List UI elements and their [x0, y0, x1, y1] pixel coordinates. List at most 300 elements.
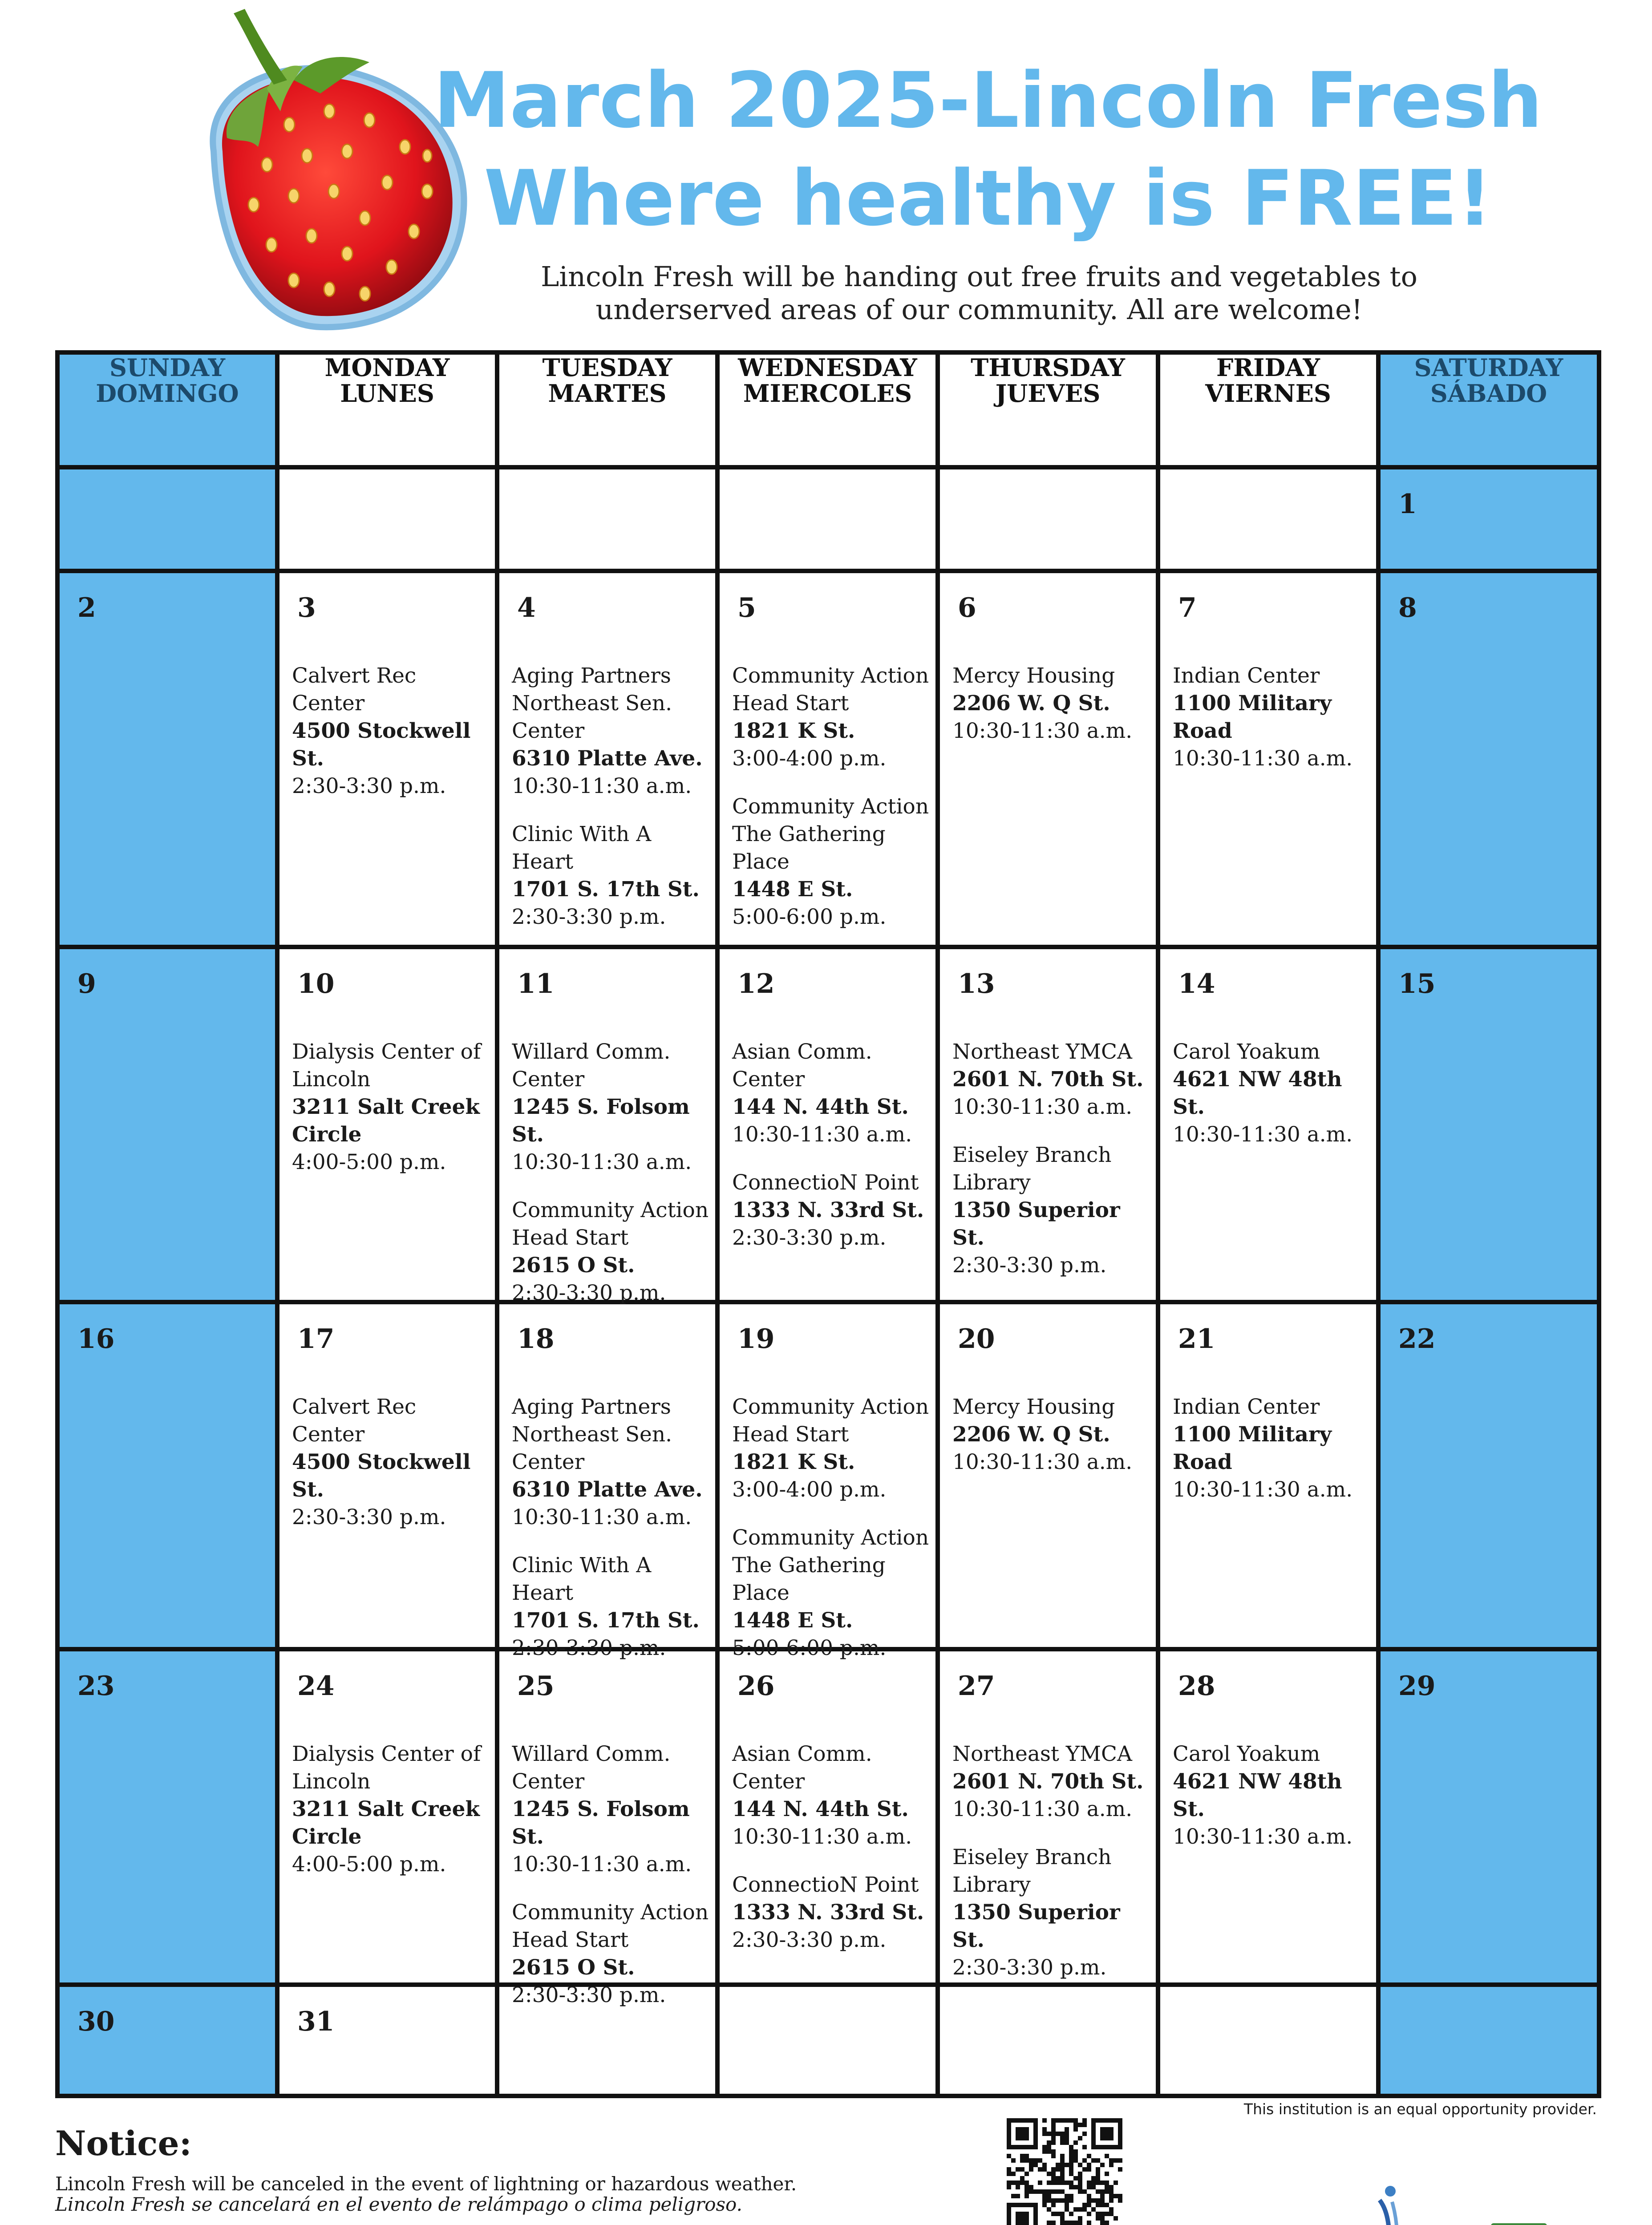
qr-module: [1087, 2167, 1091, 2172]
week-row: [57, 947, 1599, 1302]
page-subtitle: [467, 260, 1491, 326]
weekday-es: DOMINGO: [96, 379, 239, 408]
qr-module: [1118, 2194, 1122, 2198]
day-number: 25: [517, 1670, 555, 1702]
qr-module: [1100, 2216, 1105, 2221]
day-cell: [497, 1649, 717, 2007]
weekday-es: VIERNES: [1205, 379, 1331, 408]
community-health-logo: [1322, 2180, 1455, 2225]
qr-module: [1051, 2123, 1056, 2127]
distribution-event: [732, 1169, 929, 1252]
event-address: 4500 Stockwell St.: [292, 1450, 471, 1502]
qr-module: [1051, 2132, 1056, 2136]
qr-module: [1024, 2158, 1029, 2163]
qr-module: [1082, 2145, 1087, 2149]
day-number: 18: [517, 1323, 555, 1355]
qr-module: [1047, 2198, 1051, 2203]
qr-module: [1069, 2154, 1073, 2158]
qr-module: [1078, 2221, 1082, 2225]
qr-code[interactable]: [1007, 2118, 1122, 2225]
notice-heading: Notice:: [55, 2124, 192, 2163]
qr-module: [1069, 2118, 1073, 2123]
event-time: 10:30-11:30 a.m.: [732, 1824, 912, 1849]
qr-module: [1078, 2176, 1082, 2180]
qr-module: [1042, 2127, 1047, 2132]
distribution-event: [952, 1038, 1150, 1121]
qr-module: [1038, 2167, 1042, 2172]
qr-module: [1078, 2180, 1082, 2185]
qr-module: [1118, 2158, 1122, 2163]
qr-module: [1038, 2158, 1042, 2163]
event-time: 5:00-6:00 p.m.: [732, 1636, 887, 1661]
day-number: 8: [1398, 592, 1417, 624]
distribution-event: [952, 1844, 1150, 1982]
qr-module: [1065, 2198, 1069, 2203]
event-location-name: Community Action The Gathering Place: [732, 794, 929, 874]
day-number: 24: [297, 1670, 335, 1702]
qr-module: [1016, 2185, 1020, 2189]
day-cell: [497, 947, 717, 1306]
qr-module: [1016, 2167, 1020, 2172]
qr-module: [1047, 2149, 1051, 2154]
qr-module: [1033, 2158, 1038, 2163]
qr-module: [1047, 2194, 1051, 2198]
day-number: 21: [1178, 1323, 1215, 1355]
weekday-header: [1378, 352, 1599, 467]
event-location-name: Willard Comm. Center: [512, 1741, 671, 1794]
event-time: 2:30-3:30 p.m.: [292, 1505, 446, 1530]
event-location-name: Clinic With A Heart: [512, 822, 652, 874]
qr-module: [1065, 2203, 1069, 2207]
distribution-event: [732, 1871, 929, 1954]
event-location-name: Community Action Head Start: [732, 1395, 929, 1447]
qr-module: [1078, 2163, 1082, 2167]
qr-module: [1082, 2189, 1087, 2194]
notice-english: Lincoln Fresh will be canceled in the event of lightning or hazardous weather.: [55, 2173, 797, 2195]
event-address: 1100 Military Road: [1173, 691, 1332, 744]
qr-module: [1073, 2118, 1078, 2123]
qr-module: [1038, 2189, 1042, 2194]
event-list: [1173, 662, 1370, 793]
event-address: 1701 S. 17th St.: [512, 1608, 700, 1633]
event-address: 144 N. 44th St.: [732, 1796, 909, 1821]
event-location-name: Clinic With A Heart: [512, 1553, 652, 1606]
page-title-line2: Where healthy is FREE!: [484, 154, 1492, 243]
qr-module: [1087, 2221, 1091, 2225]
event-list: [512, 1038, 709, 1327]
qr-module: [1082, 2203, 1087, 2207]
qr-module: [1091, 2198, 1096, 2203]
qr-module: [1105, 2154, 1109, 2158]
event-location-name: Calvert Rec Center: [292, 1395, 417, 1447]
qr-module: [1078, 2185, 1082, 2189]
qr-module: [1087, 2180, 1091, 2185]
qr-module: [1082, 2167, 1087, 2172]
qr-module: [1042, 2149, 1047, 2154]
qr-module: [1051, 2212, 1056, 2216]
subtitle-line2: underserved areas of our community. All are welcome!: [595, 293, 1363, 326]
event-location-name: Asian Comm. Center: [732, 1040, 872, 1092]
qr-module: [1078, 2172, 1082, 2176]
qr-module: [1060, 2216, 1065, 2221]
qr-module: [1047, 2172, 1051, 2176]
day-cell: [57, 1649, 277, 1985]
qr-module: [1100, 2203, 1105, 2207]
qr-module: [1105, 2221, 1109, 2225]
qr-module: [1016, 2212, 1029, 2225]
weekday-es: JUEVES: [995, 379, 1101, 408]
event-address: 1448 E St.: [732, 1608, 853, 1633]
distribution-event: [732, 1038, 929, 1149]
qr-module: [1069, 2149, 1073, 2154]
qr-module: [1096, 2158, 1100, 2163]
day-cell: [717, 571, 938, 947]
distribution-event: [292, 1393, 489, 1531]
qr-module: [1056, 2189, 1060, 2194]
event-list: [732, 1740, 929, 1974]
event-address: 1100 Military Road: [1173, 1422, 1332, 1475]
qr-module: [1100, 2163, 1105, 2167]
qr-module: [1113, 2194, 1118, 2198]
weekday-es: MARTES: [548, 379, 667, 408]
event-address: 1701 S. 17th St.: [512, 877, 700, 902]
distribution-event: [732, 793, 929, 931]
day-cell: [497, 571, 717, 947]
qr-module: [1069, 2180, 1073, 2185]
qr-module: [1007, 2167, 1011, 2172]
day-cell: [1158, 1649, 1378, 1985]
event-time: 10:30-11:30 a.m.: [1173, 1477, 1353, 1502]
qr-module: [1020, 2167, 1024, 2172]
day-cell: [277, 571, 497, 947]
day-cell: [1378, 1985, 1599, 2096]
weekday-es: SÁBADO: [1430, 379, 1547, 408]
qr-module: [1100, 2212, 1105, 2216]
week-row: [57, 1302, 1599, 1649]
qr-module: [1051, 2136, 1056, 2140]
qr-module: [1065, 2127, 1069, 2132]
event-location-name: Community Action Head Start: [512, 1900, 709, 1952]
weekday-en: MONDAY: [324, 353, 450, 382]
distribution-event: [952, 662, 1150, 745]
event-location-name: Dialysis Center of Lincoln: [292, 1741, 481, 1794]
event-address: 144 N. 44th St.: [732, 1095, 909, 1120]
qr-module: [1113, 2158, 1118, 2163]
qr-module: [1082, 2158, 1087, 2163]
qr-module: [1069, 2198, 1073, 2203]
day-cell: [57, 1302, 277, 1649]
qr-module: [1096, 2176, 1100, 2180]
event-list: [512, 662, 709, 951]
qr-module: [1105, 2203, 1109, 2207]
subtitle-line1: Lincoln Fresh will be handing out free fruits and vegetables to: [541, 260, 1417, 293]
qr-module: [1087, 2203, 1091, 2207]
qr-module: [1056, 2176, 1060, 2180]
day-number: 7: [1178, 592, 1197, 624]
day-cell: [1378, 467, 1599, 571]
event-time: 10:30-11:30 a.m.: [1173, 1824, 1353, 1849]
qr-module: [1011, 2194, 1016, 2198]
distribution-event: [512, 662, 709, 800]
distribution-event: [292, 662, 489, 800]
distribution-event: [952, 1393, 1150, 1476]
day-number: 30: [77, 2006, 115, 2038]
qr-module: [1113, 2180, 1118, 2185]
qr-module: [1033, 2163, 1038, 2167]
food-cart-icon: [1491, 2223, 1547, 2225]
day-number: 10: [297, 968, 335, 1000]
qr-module: [1065, 2194, 1069, 2198]
qr-module: [1024, 2189, 1029, 2194]
qr-module: [1007, 2180, 1011, 2185]
qr-module: [1051, 2189, 1056, 2194]
qr-module: [1056, 2180, 1060, 2185]
day-cell: [1158, 1985, 1378, 2096]
day-cell: [717, 947, 938, 1302]
event-location-name: Aging Partners Northeast Sen. Center: [512, 1395, 672, 1475]
qr-module: [1056, 2163, 1060, 2167]
qr-module: [1042, 2145, 1047, 2149]
distribution-event: [732, 1740, 929, 1851]
event-address: 2601 N. 70th St.: [952, 1067, 1144, 1092]
qr-module: [1100, 2180, 1105, 2185]
distribution-event: [1173, 1393, 1370, 1504]
distribution-event: [512, 1552, 709, 1662]
qr-module: [1073, 2140, 1078, 2145]
qr-module: [1047, 2132, 1051, 2136]
day-number: 13: [958, 968, 995, 1000]
qr-module: [1047, 2145, 1051, 2149]
qr-module: [1100, 2194, 1105, 2198]
qr-module: [1118, 2198, 1122, 2203]
qr-module: [1078, 2189, 1082, 2194]
qr-module: [1029, 2185, 1033, 2189]
day-number: 4: [517, 592, 536, 624]
event-location-name: ConnectioN Point: [732, 1170, 919, 1195]
qr-module: [1091, 2176, 1096, 2180]
qr-module: [1033, 2189, 1038, 2194]
qr-module: [1091, 2207, 1096, 2212]
qr-module: [1051, 2221, 1056, 2225]
day-cell: [938, 947, 1158, 1302]
event-list: [732, 662, 929, 951]
day-number: 6: [958, 592, 976, 624]
qr-module: [1051, 2180, 1056, 2185]
event-time: 2:30-3:30 p.m.: [512, 1636, 666, 1661]
event-location-name: Dialysis Center of Lincoln: [292, 1040, 481, 1092]
event-time: 3:00-4:00 p.m.: [732, 1477, 887, 1502]
day-number: 9: [77, 968, 96, 1000]
day-cell: [938, 1649, 1158, 1985]
qr-module: [1024, 2185, 1029, 2189]
distribution-event: [732, 1393, 929, 1504]
weekday-es: MIERCOLES: [743, 379, 912, 408]
day-number: 28: [1178, 1670, 1215, 1702]
day-cell: [1158, 947, 1378, 1302]
week-row: [57, 1649, 1599, 1985]
qr-module: [1065, 2207, 1069, 2212]
qr-module: [1051, 2149, 1056, 2154]
event-location-name: Eiseley Branch Library: [952, 1845, 1112, 1897]
qr-module: [1047, 2189, 1051, 2194]
weekday-en: WEDNESDAY: [738, 353, 917, 382]
event-address: 2206 W. Q St.: [952, 691, 1110, 716]
qr-module: [1065, 2180, 1069, 2185]
qr-module: [1060, 2158, 1065, 2163]
qr-module: [1073, 2185, 1078, 2189]
event-address: 4621 NW 48th St.: [1173, 1067, 1342, 1120]
event-address: 1333 N. 33rd St.: [732, 1198, 924, 1223]
qr-module: [1011, 2172, 1016, 2176]
qr-module: [1060, 2118, 1065, 2123]
weekday-en: TUESDAY: [542, 353, 672, 382]
qr-module: [1051, 2176, 1056, 2180]
qr-module: [1100, 2189, 1105, 2194]
event-time: 2:30-3:30 p.m.: [512, 1281, 666, 1306]
qr-module: [1109, 2189, 1113, 2194]
qr-module: [1016, 2127, 1029, 2140]
event-list: [292, 662, 489, 821]
qr-module: [1105, 2180, 1109, 2185]
day-number: 17: [297, 1323, 335, 1355]
day-number: 11: [517, 968, 555, 1000]
day-cell: [277, 1649, 497, 1985]
qr-module: [1065, 2136, 1069, 2140]
qr-module: [1096, 2203, 1100, 2207]
day-cell: [1378, 571, 1599, 947]
event-list: [292, 1393, 489, 1552]
day-cell: [717, 1649, 938, 1985]
qr-module: [1078, 2123, 1082, 2127]
event-list: [1173, 1740, 1370, 1871]
day-number: 22: [1398, 1323, 1436, 1355]
event-location-name: Community Action Head Start: [732, 663, 929, 716]
qr-module: [1016, 2194, 1020, 2198]
day-number: 1: [1398, 489, 1417, 520]
qr-module: [1016, 2180, 1020, 2185]
qr-module: [1029, 2163, 1033, 2167]
qr-module: [1091, 2158, 1096, 2163]
event-time: 10:30-11:30 a.m.: [952, 1095, 1133, 1120]
qr-module: [1109, 2212, 1113, 2216]
event-time: 2:30-3:30 p.m.: [732, 1226, 887, 1250]
day-number: 15: [1398, 968, 1436, 1000]
qr-module: [1060, 2172, 1065, 2176]
qr-module: [1065, 2140, 1069, 2145]
distribution-event: [512, 1038, 709, 1176]
event-list: [952, 1038, 1150, 1300]
qr-module: [1082, 2207, 1087, 2212]
qr-module: [1042, 2163, 1047, 2167]
day-number: 19: [737, 1323, 775, 1355]
qr-module: [1056, 2198, 1060, 2203]
qr-module: [1091, 2185, 1096, 2189]
event-list: [292, 1740, 489, 1899]
qr-module: [1073, 2149, 1078, 2154]
qr-module: [1073, 2207, 1078, 2212]
event-location-name: Carol Yoakum: [1173, 1741, 1320, 1766]
event-address: 2601 N. 70th St.: [952, 1769, 1144, 1794]
qr-module: [1024, 2194, 1029, 2198]
weekday-header: [277, 352, 497, 467]
qr-module: [1051, 2203, 1056, 2207]
qr-module: [1109, 2163, 1113, 2167]
qr-module: [1047, 2221, 1051, 2225]
day-cell: [1378, 1302, 1599, 1649]
qr-module: [1078, 2216, 1082, 2221]
day-cell: [57, 947, 277, 1302]
event-time: 3:00-4:00 p.m.: [732, 746, 887, 771]
event-time: 2:30-3:30 p.m.: [512, 1982, 666, 2007]
event-list: [1173, 1038, 1370, 1169]
qr-module: [1020, 2158, 1024, 2163]
qr-module: [1109, 2158, 1113, 2163]
event-address: 3211 Salt Creek Circle: [292, 1095, 480, 1147]
day-number: 29: [1398, 1670, 1436, 1702]
event-address: 6310 Platte Ave.: [512, 1477, 703, 1502]
day-cell: [938, 571, 1158, 947]
qr-module: [1007, 2154, 1011, 2158]
day-cell: [277, 467, 497, 571]
qr-module: [1096, 2180, 1100, 2185]
qr-module: [1056, 2167, 1060, 2172]
day-number: 20: [958, 1323, 995, 1355]
week-row: [57, 467, 1599, 571]
qr-module: [1065, 2132, 1069, 2136]
weekday-header: [497, 352, 717, 467]
event-address: 1350 Superior St.: [952, 1198, 1120, 1250]
qr-module: [1065, 2118, 1069, 2123]
day-number: 27: [958, 1670, 995, 1702]
event-list: [952, 1740, 1150, 2002]
day-cell: [1378, 1649, 1599, 1985]
day-number: 12: [737, 968, 775, 1000]
qr-module: [1051, 2127, 1056, 2132]
distribution-event: [512, 1740, 709, 1878]
distribution-event: [512, 821, 709, 931]
event-address: 1821 K St.: [732, 719, 855, 744]
day-number: 23: [77, 1670, 115, 1702]
event-time: 10:30-11:30 a.m.: [952, 1450, 1133, 1475]
day-number: 31: [297, 2006, 335, 2038]
qr-module: [1087, 2194, 1091, 2198]
event-location-name: Calvert Rec Center: [292, 663, 417, 716]
weekday-en: SUNDAY: [109, 353, 226, 382]
qr-module: [1105, 2212, 1109, 2216]
qr-module: [1073, 2158, 1078, 2163]
qr-module: [1100, 2221, 1105, 2225]
qr-module: [1105, 2185, 1109, 2189]
event-list: [732, 1038, 929, 1272]
day-cell: [938, 467, 1158, 571]
qr-module: [1082, 2118, 1087, 2123]
day-cell: [277, 1302, 497, 1649]
qr-module: [1087, 2163, 1091, 2167]
event-address: 2615 O St.: [512, 1955, 635, 1980]
event-location-name: Community Action The Gathering Place: [732, 1525, 929, 1606]
distribution-event: [292, 1038, 489, 1176]
week-row: [57, 1985, 1599, 2096]
qr-module: [1042, 2194, 1047, 2198]
day-cell: [57, 1985, 277, 2096]
qr-module: [1113, 2216, 1118, 2221]
event-time: 2:30-3:30 p.m.: [292, 774, 446, 799]
event-address: 1448 E St.: [732, 877, 853, 902]
day-cell: [1158, 1302, 1378, 1649]
qr-module: [1060, 2212, 1065, 2216]
event-time: 2:30-3:30 p.m.: [952, 1955, 1107, 1980]
qr-module: [1073, 2127, 1078, 2132]
